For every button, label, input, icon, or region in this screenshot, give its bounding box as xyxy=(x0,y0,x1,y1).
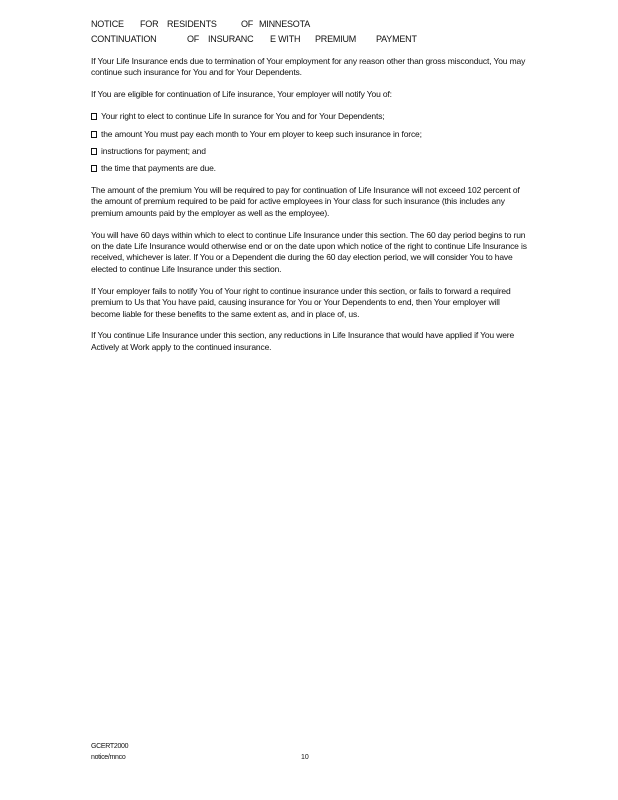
heading-word: INSURANC xyxy=(208,34,254,44)
heading-word: OF xyxy=(187,34,200,44)
heading-word: RESIDENTS xyxy=(167,19,217,29)
notice-items-list xyxy=(91,111,529,175)
bullet-box-icon xyxy=(91,165,97,172)
bullet-box-icon xyxy=(91,113,97,120)
notice-heading xyxy=(91,17,561,47)
list-item xyxy=(91,163,529,174)
list-item-text: Your right to elect to continue Life In surance for You and for Your Dependents; xyxy=(101,111,385,122)
page-number: 10 xyxy=(301,754,309,761)
paragraph-eligibility: If You are eligible for continuation of Life insurance, Your employer will notify You of: xyxy=(91,89,392,100)
list-item xyxy=(91,111,529,122)
paragraph-election-period: You will have 60 days within which to elect to continue Life Insurance under this section. The 60 day period begins to run on the date Life Insurance would otherwise end or on the date upon which notice of the right to continue Life Insurance is received, whichever is later. If You or a Dependent die during the 60 day election period, we will consider You to have elected to continue Life Insurance under this section. xyxy=(91,229,527,274)
list-item-text: the time that payments are due. xyxy=(101,163,216,174)
paragraph-employer-liability: If Your employer fails to notify You of Your right to continue insurance under this section, or fails to forward a required premium to Us that You have paid, causing insurance for You or Your Dependents to end, then Your employer will become liable for these benefits to the same extent as, and in place of, us. xyxy=(91,285,511,319)
heading-line-2 xyxy=(91,32,561,47)
doc-ref: notice/mnco xyxy=(91,754,126,761)
paragraph-premium-amount: The amount of the premium You will be required to pay for continuation of Life Insurance will not exceed 102 percent of the amount of premium required to be paid for active employees in Your class for such insurance (this includes any premium amounts paid by the employer as well as the employee). xyxy=(91,184,520,218)
list-item-text: instructions for payment; and xyxy=(101,146,206,157)
heading-word: MINNESOTA xyxy=(259,19,311,29)
notice-body xyxy=(91,56,529,364)
paragraph-termination: If Your Life Insurance ends due to termination of Your employment for any reason other than gross misconduct, You may continue such insurance for You and for Your Dependents. xyxy=(91,56,526,78)
heading-word: OF xyxy=(241,19,254,29)
heading-word: CONTINUATION xyxy=(91,34,157,44)
heading-word: FOR xyxy=(140,19,159,29)
bullet-box-icon xyxy=(91,131,97,138)
heading-line-1 xyxy=(91,17,561,32)
heading-word: E WITH xyxy=(270,34,301,44)
heading-word: PREMIUM xyxy=(315,34,357,44)
footer-codes xyxy=(91,741,128,763)
heading-word: PAYMENT xyxy=(376,34,417,44)
list-item xyxy=(91,129,529,140)
list-item xyxy=(91,146,529,157)
list-item-text: the amount You must pay each month to Your em ployer to keep such insurance in force; xyxy=(101,128,422,139)
form-code: GCERT2000 xyxy=(91,743,129,750)
bullet-box-icon xyxy=(91,148,97,155)
paragraph-reductions: If You continue Life Insurance under this section, any reductions in Life Insurance that would have applied if You were Actively at Work apply to the continued insurance. xyxy=(91,330,515,352)
heading-word: NOTICE xyxy=(91,19,124,29)
